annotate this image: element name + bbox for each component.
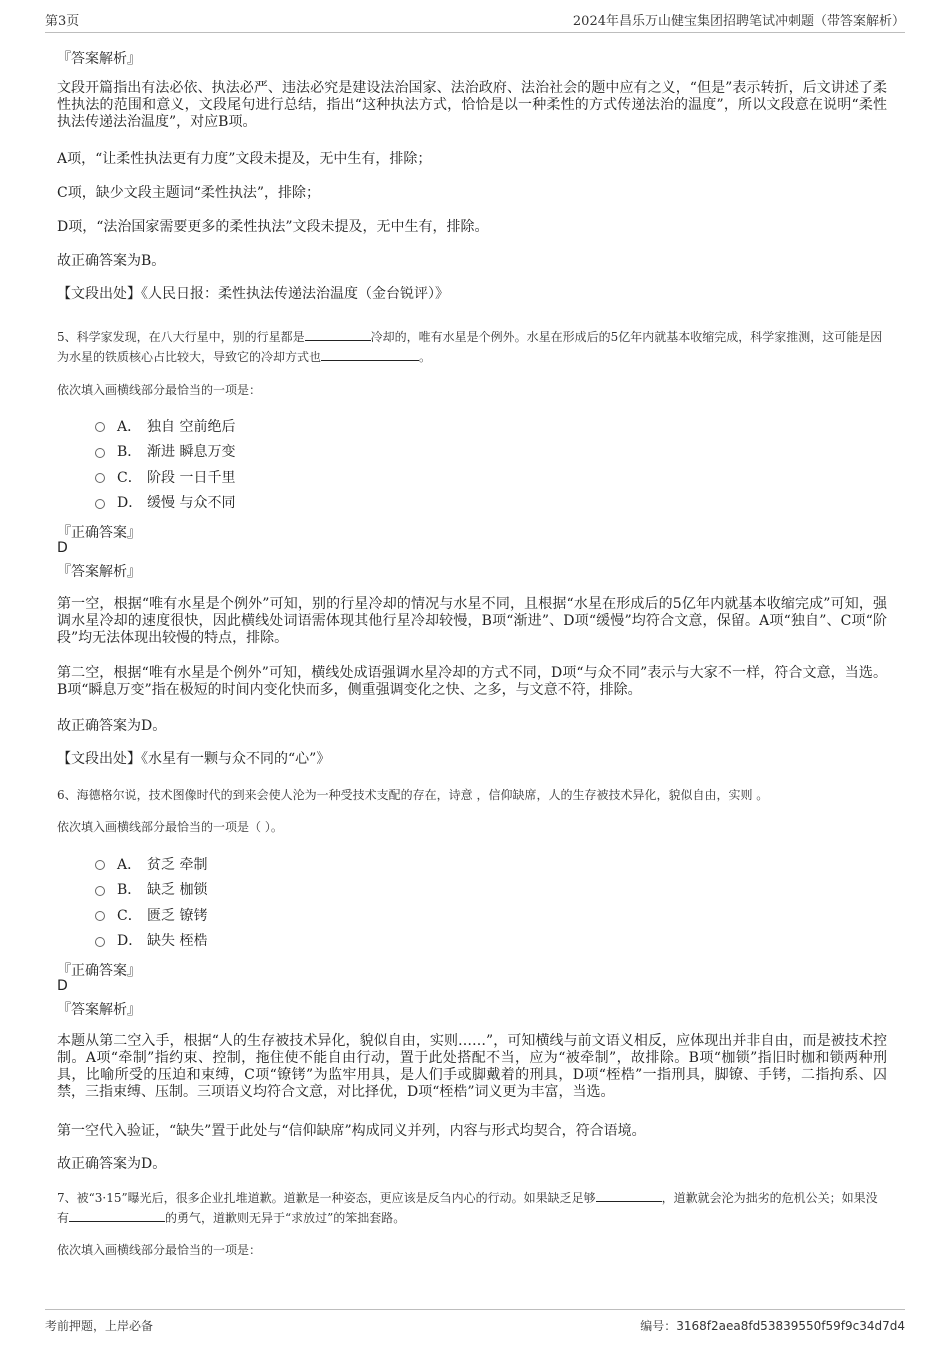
q6-stem: 6、海德格尔说，技术图像时代的到来会使人沦为一种受技术支配的存在，诗意 ，信仰缺席，人的生存被技术异化，貌似自由，实则 。	[57, 788, 769, 802]
footer-slogan: 考前押题，上岸必备	[45, 1318, 154, 1333]
q5-correct-answer: D	[57, 540, 68, 556]
q6-options	[95, 851, 207, 953]
q5-stem: 5、科学家发现，在八大行星中，别的行星都是 冷却的，唯有水星是个例外。水星在形成后的5亿年内就基本收缩完成，科学家推测，这可能是因为水星的铁质核心占比较大，导致它的冷却方式也 。	[57, 330, 883, 364]
q5-blank-2	[321, 348, 419, 361]
q5-option-d[interactable]: D． 缓慢 与众不同	[95, 490, 235, 516]
q5-correct-label: 『正确答案』	[57, 525, 141, 541]
q4-analysis-p1: 文段开篇指出有法必依、执法必严、违法必究是建设法治国家、法治政府、法治社会的题中应有之义，“但是”表示转折，后文讲述了柔性执法的范围和意义，文段尾句进行总结，指出“这种执法方式，恰恰是以一种柔性的方式传递法治的温度”，所以文段意在说明“柔性执法传递法治温度”，对应B项。	[57, 80, 887, 130]
q5-option-a[interactable]: A． 独自 空前绝后	[95, 413, 235, 439]
q5-blank-1	[305, 328, 371, 341]
radio-icon[interactable]	[95, 473, 105, 483]
q6-prompt: 依次填入画横线部分最恰当的一项是（ ）。	[57, 820, 283, 834]
q7-blank-2	[69, 1209, 165, 1222]
q4-answer-statement: 故正确答案为B。	[57, 253, 166, 269]
q4-analysis-p4: D项，“法治国家需要更多的柔性执法”文段未提及，无中生有，排除。	[57, 219, 489, 235]
document-id: 编号：3168f2aea8fd53839550f59f9c34d7d4	[640, 1318, 905, 1333]
q5-option-c[interactable]: C． 阶段 一日千里	[95, 464, 235, 490]
q5-analysis-label: 『答案解析』	[57, 564, 141, 580]
page-number: 第3页	[45, 14, 80, 29]
q6-analysis-label: 『答案解析』	[57, 1002, 141, 1018]
document-title: 2024年昌乐万山健宝集团招聘笔试冲刺题（带答案解析）	[572, 14, 905, 29]
q5-source: 【文段出处】《水星有一颗与众不同的“心”》	[57, 751, 331, 767]
radio-icon[interactable]	[95, 860, 105, 870]
q6-option-c[interactable]: C． 匮乏 镣铐	[95, 902, 207, 928]
radio-icon[interactable]	[95, 911, 105, 921]
page-footer	[45, 1309, 905, 1340]
page-header	[45, 10, 905, 33]
q5-answer-statement: 故正确答案为D。	[57, 718, 167, 734]
q6-correct-label: 『正确答案』	[57, 963, 141, 979]
q6-correct-answer: D	[57, 978, 68, 994]
radio-icon[interactable]	[95, 886, 105, 896]
q4-analysis-p2: A项，“让柔性执法更有力度”文段未提及，无中生有，排除；	[57, 151, 432, 167]
q4-analysis-label: 『答案解析』	[57, 51, 141, 67]
q4-analysis-p3: C项，缺少文段主题词“柔性执法”，排除；	[57, 185, 321, 201]
q6-analysis-p1: 本题从第二空入手，根据“人的生存被技术异化，貌似自由，实则……”，可知横线与前文语义相反，应体现出并非自由，而是被技术控制。A项“牵制”指约束、控制，拖住使不能自由行动，置于此处搭配不当，应为“被牵制”，故排除。B项“枷锁”指旧时枷和锁两种刑具，比喻所受的压迫和束缚，C项“镣铐”为监牢用具，是人们手或脚戴着的刑具，D项“桎梏”一指刑具，脚镣、手铐，二指拘系、囚禁，三指束缚、压制。三项语义均符合文意，对比择优，D项“桎梏”词义更为丰富，当选。	[57, 1033, 887, 1100]
q6-option-b[interactable]: B． 缺乏 枷锁	[95, 877, 207, 903]
q5-option-b[interactable]: B． 渐进 瞬息万变	[95, 439, 235, 465]
q6-answer-statement: 故正确答案为D。	[57, 1156, 167, 1172]
q7-prompt: 依次填入画横线部分最恰当的一项是：	[57, 1243, 262, 1257]
radio-icon[interactable]	[95, 499, 105, 509]
q7-stem: 7、被“3·15”曝光后，很多企业扎堆道歉。道歉是一种姿态，更应该是反刍内心的行动。如果缺乏足够 ，道歉就会沦为拙劣的危机公关；如果没有 的勇气，道歉则无异于“求放过”的笨拙套路。	[57, 1191, 878, 1225]
q5-analysis-p1: 第一空，根据“唯有水星是个例外”可知，别的行星冷却的情况与水星不同，且根据“水星在形成后的5亿年内就基本收缩完成”可知，强调水星冷却的速度很快，因此横线处词语需体现其他行星冷却较慢，B项“渐进”、D项“缓慢”均符合文意，保留。A项“独自”、C项“阶段”均无法体现出较慢的特点，排除。	[57, 596, 887, 646]
q5-analysis-p2: 第二空，根据“唯有水星是个例外”可知，横线处成语强调水星冷却的方式不同，D项“与众不同”表示与大家不一样，符合文意，当选。B项“瞬息万变”指在极短的时间内变化快而多，侧重强调变化之快、之多，与文意不符，排除。	[57, 665, 887, 698]
q7-blank-1	[596, 1189, 662, 1202]
q5-options	[95, 413, 235, 515]
q4-source: 【文段出处】《人民日报：柔性执法传递法治温度（金台锐评）》	[57, 286, 449, 302]
radio-icon[interactable]	[95, 937, 105, 947]
q5-prompt: 依次填入画横线部分最恰当的一项是：	[57, 383, 262, 397]
q6-analysis-p2: 第一空代入验证，“缺失”置于此处与“信仰缺席”构成同义并列，内容与形式均契合，符合语境。	[57, 1123, 646, 1139]
q6-option-d[interactable]: D． 缺失 桎梏	[95, 928, 207, 954]
radio-icon[interactable]	[95, 422, 105, 432]
q6-option-a[interactable]: A． 贫乏 牵制	[95, 851, 207, 877]
radio-icon[interactable]	[95, 448, 105, 458]
